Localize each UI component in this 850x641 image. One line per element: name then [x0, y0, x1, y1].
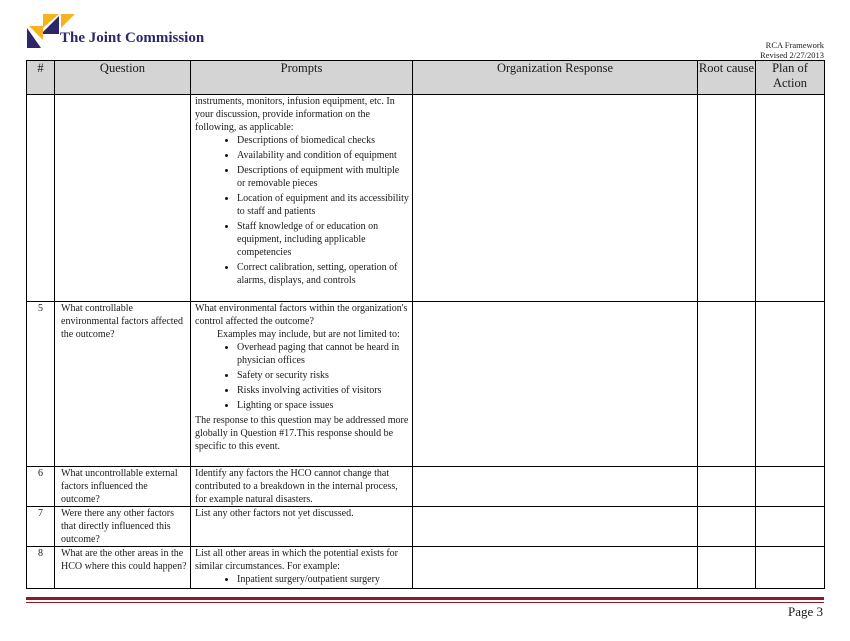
question-cell	[55, 95, 191, 302]
root-cause-cell[interactable]	[698, 467, 756, 507]
header-num: #	[27, 61, 55, 95]
list-item: • Location of equipment and its accessibility to staff and patients	[237, 192, 410, 218]
table-row	[27, 547, 825, 589]
list-item: • Inpatient surgery/outpatient surgery	[237, 573, 410, 586]
question-cell: What uncontrollable external factors influenced the outcome?	[55, 467, 191, 507]
prompt-intro: What environmental factors within the organization's control affected the outcome?	[195, 303, 408, 327]
table-row	[27, 467, 825, 507]
response-cell[interactable]	[413, 95, 698, 302]
prompt-cell: List any other factors not yet discussed.	[191, 507, 413, 547]
root-cause-cell[interactable]	[698, 302, 756, 467]
framework-label	[760, 40, 824, 60]
header-organization-response: Organization Response	[413, 61, 698, 95]
header-plan-of-action: Plan of Action	[756, 61, 825, 95]
list-item: • Safety or security risks	[237, 369, 410, 382]
prompt-bullet-list	[195, 573, 410, 586]
prompt-intro: List all other areas in which the potential exists for similar circumstances. For example:	[195, 548, 398, 572]
footer-rule-thick	[26, 597, 824, 600]
num-cell	[27, 95, 55, 302]
num-cell: 6	[27, 467, 55, 507]
prompt-note: The response to this question may be addressed more globally in Question #17.This response should be specific to this event.	[195, 415, 409, 452]
table-header-row	[27, 61, 825, 95]
table-row	[27, 302, 825, 467]
joint-commission-logo	[27, 14, 227, 54]
logo-text: The Joint Commission	[60, 30, 205, 46]
num-cell: 5	[27, 302, 55, 467]
root-cause-cell[interactable]	[698, 507, 756, 547]
question-cell: What are the other areas in the HCO where this could happen?	[55, 547, 191, 589]
question-cell: What controllable environmental factors affected the outcome?	[55, 302, 191, 467]
list-item: • Overhead paging that cannot be heard in physician offices	[237, 341, 410, 367]
prompt-examples: Examples may include, but are not limited to:	[217, 329, 400, 340]
root-cause-cell[interactable]	[698, 95, 756, 302]
num-cell: 8	[27, 547, 55, 589]
plan-of-action-cell[interactable]	[756, 302, 825, 467]
footer-rule-thin	[26, 602, 824, 603]
list-item: • Correct calibration, setting, operation of alarms, displays, and controls	[237, 261, 410, 287]
table-row	[27, 95, 825, 302]
plan-of-action-cell[interactable]	[756, 507, 825, 547]
response-cell[interactable]	[413, 467, 698, 507]
prompt-cell: Identify any factors the HCO cannot change that contributed to a breakdown in the internal process, for example natural disasters.	[191, 467, 413, 507]
prompt-bullet-list	[195, 341, 410, 412]
list-item: • Descriptions of equipment with multiple or removable pieces	[237, 164, 410, 190]
list-item: • Descriptions of biomedical checks	[237, 134, 410, 147]
header-root-cause: Root cause	[698, 61, 756, 95]
revised-date: Revised 2/27/2013	[760, 50, 824, 60]
prompt-cell	[191, 302, 413, 467]
framework-title: RCA Framework	[765, 40, 824, 50]
prompt-intro: instruments, monitors, infusion equipment, etc. In your discussion, provide information on the following, as applicable:	[195, 96, 395, 133]
response-cell[interactable]	[413, 302, 698, 467]
question-cell: Were there any other factors that directly influenced this outcome?	[55, 507, 191, 547]
response-cell[interactable]	[413, 547, 698, 589]
prompt-cell	[191, 95, 413, 302]
num-cell: 7	[27, 507, 55, 547]
header-prompts: Prompts	[191, 61, 413, 95]
plan-of-action-cell[interactable]	[756, 95, 825, 302]
root-cause-cell[interactable]	[698, 547, 756, 589]
plan-of-action-cell[interactable]	[756, 467, 825, 507]
prompt-bullet-list	[195, 134, 410, 287]
list-item: • Risks involving activities of visitors	[237, 384, 410, 397]
table-row	[27, 507, 825, 547]
page-number: Page 3	[787, 604, 823, 619]
prompt-cell	[191, 547, 413, 589]
header-question: Question	[55, 61, 191, 95]
list-item: • Staff knowledge of or education on equipment, including applicable competencies	[237, 220, 410, 259]
response-cell[interactable]	[413, 507, 698, 547]
list-item: • Availability and condition of equipment	[237, 149, 410, 162]
list-item: • Lighting or space issues	[237, 399, 410, 412]
plan-of-action-cell[interactable]	[756, 547, 825, 589]
rca-table	[26, 60, 825, 589]
